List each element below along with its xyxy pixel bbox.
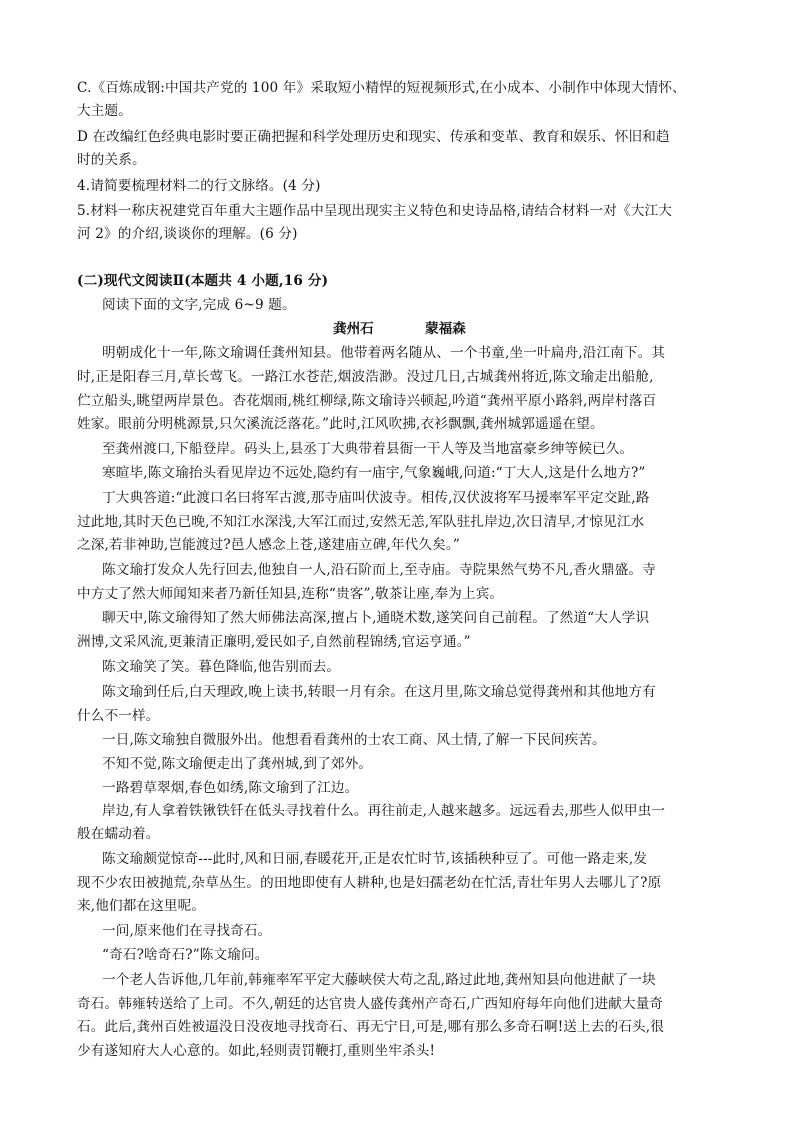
article-line: 般在蠕动着。: [77, 826, 160, 842]
article-line: 少有遂知府大人心意的。如此,轻则责罚鞭打,重则坐牢杀头!: [77, 1043, 436, 1059]
article-line: 一个老人告诉他,几年前,韩雍率军平定大藤峡侯大苟之乱,路过此地,龚州知县向他进献了一块: [102, 972, 656, 988]
article-line: 一日,陈文瑜独自微服外出。他想看看龚州的士农工商、风土情,了解一下民间疾苦。: [102, 732, 606, 748]
article-line: 时,正是阳春三月,草长莺飞。一路江水苍茫,烟波浩渺。没过几日,古城龚州将近,陈文瑜走出船舱,: [77, 369, 654, 385]
article-line: 石。此后,龚州百姓被逼没日没夜地寻找奇石、再无宁日,可是,哪有那么多奇石啊!送上去的石头,很: [77, 1019, 664, 1035]
option-c-line-2: 大主题。: [77, 103, 132, 119]
article-line: 不知不觉,陈文瑜便走出了龚州城,到了郊外。: [102, 756, 373, 772]
option-d-line-2: 时的关系。: [77, 152, 146, 168]
section-heading: (二)现代文阅读Ⅱ(本题共 4 小题,16 分): [77, 273, 329, 289]
article-line: 奇石。韩雍转送给了上司。不久,朝廷的达官贵人盛传龚州产奇石,广西知府每年向他们进献大量奇: [77, 996, 664, 1012]
option-c-line-1: C.《百炼成钢:中国共产党的 100 年》采取短小精悍的短视频形式,在小成本、小制作中体现大情怀、: [77, 80, 686, 96]
article-line: 丁大典答道:“此渡口名曰将军古渡,那寺庙叫伏波寺。相传,汉伏波将军马援率军平定交趾,路: [102, 490, 650, 506]
article-line: 过此地,其时天色已晚,不知江水深浅,大军江而过,安然无恙,军队驻扎岸边,次日清早,才惊见江水: [77, 514, 645, 530]
article-line: 之深,若非神助,岂能渡过?邑人感念上苍,遂建庙立碑,年代久矣。”: [77, 537, 460, 553]
article-line: 聊天中,陈文瑜得知了然大师佛法高深,擅占卜,通晓术数,遂笑问自己前程。了然道“大人学识: [102, 610, 650, 626]
article-line: 寒暄毕,陈文瑜抬头看见岸边不远处,隐约有一庙宇,气象巍峨,问道:“丁大人,这是什么地方?”: [102, 465, 646, 481]
article-line: 陈文瑜到任后,白天理政,晚上读书,转眼一月有余。在这月里,陈文瑜总觉得龚州和其他地方有: [102, 684, 656, 700]
article-line: 现不少农田被抛荒,杂草丛生。的田地即使有人耕种,也是妇孺老幼在忙活,青壮年男人去哪儿了?原: [77, 875, 662, 891]
article-line: 中方丈了然大师闻知来者乃新任知县,连称“贵客”,敬茶让座,奉为上宾。: [77, 586, 504, 602]
article-line: “奇石?啥奇石?”陈文瑜问。: [102, 947, 269, 963]
question-4: 4.请简要梳理材料二的行文脉络。(4 分): [77, 178, 321, 194]
article-line: 陈文瑜颇觉惊奇---此时,风和日丽,春暖花开,正是农忙时节,该插秧种豆了。可他一路走来,发: [102, 851, 648, 867]
article-line: 至龚州渡口,下船登岸。码头上,县丞丁大典带着县衙一干人等及当地富豪乡绅等候已久。: [102, 441, 634, 457]
article-line: 洲博,文采风流,更兼清正廉明,爱民如子,自然前程锦绣,官运亨通。”: [77, 634, 471, 650]
article-line: 陈文瑜笑了笑。暮色降临,他告别而去。: [102, 659, 341, 675]
question-5-line-2: 河 2》的介绍,谈谈你的理解。(6 分): [77, 226, 298, 242]
article-line: 什么不一样。: [77, 708, 160, 724]
article-line: 陈文瑜打发众人先行回去,他独自一人,沿石阶而上,至寺庙。寺院果然气势不凡,香火鼎盛。寺: [102, 562, 656, 578]
article-line: 一问,原来他们在寻找奇石。: [102, 923, 272, 939]
question-5-line-1: 5.材料一称庆祝建党百年重大主题作品中呈现出现实主义特色和史诗品格,请结合材料一对《大江大: [77, 203, 672, 219]
article-line: 一路碧草翠烟,春色如绣,陈文瑜到了江边。: [102, 780, 359, 796]
article-line: 明朝成化十一年,陈文瑜调任龚州知县。他带着两名随从、一个书童,坐一叶扁舟,沿江南下。其: [102, 345, 666, 361]
article-line: 来,他们都在这里呢。: [77, 898, 206, 914]
article-author: 蒙福森: [425, 321, 466, 337]
article-title: 龚州石: [333, 321, 374, 337]
article-line: 姓家。眼前分明桃源景,只欠溪流泛落花。”此时,江风吹拂,衣衫飘飘,龚州城郭遥遥在望。: [77, 416, 604, 432]
article-line: 岸边,有人拿着铁锹铁钎在低头寻找着什么。再往前走,人越来越多。远远看去,那些人似甲虫一: [102, 803, 666, 819]
article-line: 伫立船头,眺望两岸景色。杏花烟雨,桃红柳绿,陈文瑜诗兴顿起,吟道“龚州平原小路斜,两岸村落百: [77, 393, 657, 409]
option-d-line-1: D 在改编红色经典电影时要正确把握和科学处理历史和现实、传承和变革、教育和娱乐、怀旧和趋: [77, 129, 670, 145]
section-instruction: 阅读下面的文字,完成 6~9 题。: [102, 297, 296, 313]
